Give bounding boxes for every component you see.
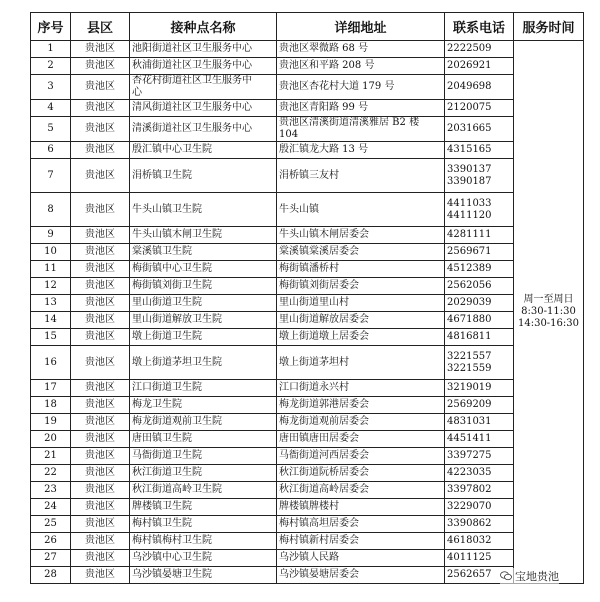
cell-site-name-line: 牌楼镇卫生院 bbox=[132, 501, 192, 512]
cell-phone-line: 3397802 bbox=[447, 484, 492, 495]
cell-site-name bbox=[130, 550, 277, 567]
table-row bbox=[31, 295, 584, 312]
cell-phone-line: 2222509 bbox=[447, 43, 492, 54]
cell-phone-line: 4411033 bbox=[447, 197, 492, 209]
cell-address-line: 秋江街道高岭居委会 bbox=[279, 484, 369, 495]
cell-site-name-line: 梅龙街道观前卫生院 bbox=[132, 416, 222, 427]
cell-phone-line: 3221557 bbox=[447, 350, 492, 362]
cell-site-name-line: 里山街道解放卫生院 bbox=[132, 314, 222, 325]
cell-no: 20 bbox=[31, 431, 71, 448]
cell-district: 贵池区 bbox=[71, 193, 130, 227]
cell-district: 贵池区 bbox=[71, 58, 130, 75]
cell-no: 5 bbox=[31, 117, 71, 142]
cell-district: 贵池区 bbox=[71, 312, 130, 329]
cell-address bbox=[277, 261, 445, 278]
cell-district: 贵池区 bbox=[71, 227, 130, 244]
cell-site-name bbox=[130, 159, 277, 193]
table-row bbox=[31, 448, 584, 465]
cell-site-name-line: 清风街道社区卫生服务中心 bbox=[132, 102, 252, 113]
cell-phone-line: 3390862 bbox=[447, 518, 492, 529]
cell-no: 7 bbox=[31, 159, 71, 193]
cell-site-name-line: 墩上街道卫生院 bbox=[132, 331, 202, 342]
cell-address bbox=[277, 533, 445, 550]
cell-site-name-line: 棠溪镇卫生院 bbox=[132, 246, 192, 257]
cell-address bbox=[277, 499, 445, 516]
cell-address bbox=[277, 329, 445, 346]
cell-site-name-line: 涓桥镇卫生院 bbox=[132, 169, 192, 181]
cell-phone bbox=[445, 244, 514, 261]
cell-site-name-line: 心 bbox=[132, 87, 142, 98]
cell-phone bbox=[445, 329, 514, 346]
cell-address-line: 江口街道永兴村 bbox=[279, 382, 349, 393]
cell-address bbox=[277, 550, 445, 567]
cell-address-line: 贵池区翠微路 68 号 bbox=[279, 43, 369, 54]
cell-site-name-line: 秋浦街道社区卫生服务中心 bbox=[132, 60, 252, 71]
cell-site-name bbox=[130, 312, 277, 329]
cell-phone-line: 4618032 bbox=[447, 535, 492, 546]
cell-address-line: 殷汇镇龙大路 13 号 bbox=[279, 144, 369, 155]
cell-no: 10 bbox=[31, 244, 71, 261]
cell-site-name bbox=[130, 58, 277, 75]
cell-phone-line: 3229070 bbox=[447, 501, 492, 512]
table-row bbox=[31, 346, 584, 380]
cell-district: 贵池区 bbox=[71, 329, 130, 346]
cell-address bbox=[277, 227, 445, 244]
cell-phone bbox=[445, 397, 514, 414]
cell-district: 贵池区 bbox=[71, 516, 130, 533]
cell-address-line: 涓桥镇三友村 bbox=[279, 169, 339, 181]
cell-phone-line: 4411120 bbox=[447, 209, 492, 221]
cell-no: 16 bbox=[31, 346, 71, 380]
cell-phone bbox=[445, 227, 514, 244]
table-row bbox=[31, 117, 584, 142]
cell-district: 贵池区 bbox=[71, 159, 130, 193]
service-time-line: 14:30-16:30 bbox=[517, 318, 579, 329]
cell-phone bbox=[445, 533, 514, 550]
cell-site-name bbox=[130, 227, 277, 244]
cell-site-name bbox=[130, 41, 277, 58]
cell-address-line: 梅村镇高坦居委会 bbox=[279, 518, 359, 529]
cell-address bbox=[277, 159, 445, 193]
cell-address-line: 贵池区和平路 208 号 bbox=[279, 60, 375, 71]
cell-site-name bbox=[130, 431, 277, 448]
cell-site-name-line: 墩上街道茅坦卫生院 bbox=[132, 356, 222, 368]
cell-address bbox=[277, 41, 445, 58]
cell-phone-line: 4223035 bbox=[447, 467, 492, 478]
cell-address bbox=[277, 482, 445, 499]
cell-phone-line: 4451411 bbox=[447, 433, 492, 444]
table-row bbox=[31, 142, 584, 159]
cell-site-name bbox=[130, 142, 277, 159]
cell-phone-line: 2120075 bbox=[447, 102, 492, 113]
cell-site-name-line: 梅街镇刘街卫生院 bbox=[132, 280, 212, 291]
wechat-icon bbox=[500, 571, 512, 581]
service-time-line: 8:30-11:30 bbox=[521, 306, 576, 317]
cell-district: 贵池区 bbox=[71, 414, 130, 431]
vaccination-sites-table bbox=[30, 12, 584, 584]
cell-site-name bbox=[130, 397, 277, 414]
header-address: 详细地址 bbox=[277, 13, 445, 41]
cell-address bbox=[277, 75, 445, 100]
cell-address bbox=[277, 312, 445, 329]
table-header-row bbox=[31, 13, 584, 41]
cell-district: 贵池区 bbox=[71, 380, 130, 397]
cell-phone bbox=[445, 41, 514, 58]
table-row bbox=[31, 329, 584, 346]
cell-no: 17 bbox=[31, 380, 71, 397]
cell-no: 3 bbox=[31, 75, 71, 100]
cell-phone-line: 3397275 bbox=[447, 450, 492, 461]
cell-address-line: 乌沙镇人民路 bbox=[279, 552, 339, 563]
cell-address-line: 墩上街道墩上居委会 bbox=[279, 331, 369, 342]
cell-address bbox=[277, 465, 445, 482]
cell-address-line: 乌沙镇晏塘居委会 bbox=[279, 569, 359, 580]
cell-phone-line: 4011125 bbox=[447, 552, 492, 563]
table-row bbox=[31, 227, 584, 244]
cell-service-time bbox=[514, 41, 584, 584]
cell-site-name bbox=[130, 533, 277, 550]
table-row bbox=[31, 41, 584, 58]
cell-site-name-line: 秋江街道卫生院 bbox=[132, 467, 202, 478]
cell-site-name bbox=[130, 465, 277, 482]
cell-site-name bbox=[130, 414, 277, 431]
cell-no: 1 bbox=[31, 41, 71, 58]
cell-no: 18 bbox=[31, 397, 71, 414]
cell-address-line: 贵池区杏花村大道 179 号 bbox=[279, 81, 395, 92]
cell-no: 9 bbox=[31, 227, 71, 244]
cell-phone-line: 4831031 bbox=[447, 416, 492, 427]
table-row bbox=[31, 482, 584, 499]
cell-no: 15 bbox=[31, 329, 71, 346]
table-row bbox=[31, 465, 584, 482]
header-site-name: 接种点名称 bbox=[130, 13, 277, 41]
cell-site-name-line: 里山街道卫生院 bbox=[132, 297, 202, 308]
cell-address-line: 104 bbox=[279, 129, 299, 140]
cell-site-name bbox=[130, 261, 277, 278]
cell-site-name bbox=[130, 117, 277, 142]
cell-address bbox=[277, 295, 445, 312]
cell-district: 贵池区 bbox=[71, 117, 130, 142]
cell-phone-line: 2029039 bbox=[447, 297, 492, 308]
cell-phone bbox=[445, 142, 514, 159]
cell-site-name bbox=[130, 499, 277, 516]
cell-district: 贵池区 bbox=[71, 41, 130, 58]
cell-site-name-line: 杏花村街道社区卫生服务中 bbox=[132, 75, 252, 86]
cell-district: 贵池区 bbox=[71, 346, 130, 380]
cell-address bbox=[277, 100, 445, 117]
header-no: 序号 bbox=[31, 13, 71, 41]
cell-phone bbox=[445, 58, 514, 75]
cell-district: 贵池区 bbox=[71, 100, 130, 117]
cell-phone-line: 4671880 bbox=[447, 314, 492, 325]
table-row bbox=[31, 278, 584, 295]
table-row bbox=[31, 244, 584, 261]
cell-address-line: 里山街道解放居委会 bbox=[279, 314, 369, 325]
cell-address bbox=[277, 567, 445, 584]
cell-phone bbox=[445, 380, 514, 397]
cell-phone bbox=[445, 193, 514, 227]
cell-site-name-line: 殷汇镇中心卫生院 bbox=[132, 144, 212, 155]
cell-address bbox=[277, 346, 445, 380]
cell-phone bbox=[445, 550, 514, 567]
cell-phone-line: 3390137 bbox=[447, 163, 492, 175]
cell-site-name bbox=[130, 295, 277, 312]
table-row bbox=[31, 533, 584, 550]
cell-address bbox=[277, 142, 445, 159]
cell-address-line: 梅龙街道观前居委会 bbox=[279, 416, 369, 427]
cell-no: 24 bbox=[31, 499, 71, 516]
cell-phone bbox=[445, 499, 514, 516]
cell-no: 28 bbox=[31, 567, 71, 584]
cell-phone bbox=[445, 159, 514, 193]
cell-phone bbox=[445, 295, 514, 312]
cell-site-name-line: 梅街镇中心卫生院 bbox=[132, 263, 212, 274]
cell-district: 贵池区 bbox=[71, 448, 130, 465]
cell-no: 11 bbox=[31, 261, 71, 278]
cell-phone-line: 2049698 bbox=[447, 81, 492, 92]
cell-address-line: 梅村镇新村居委会 bbox=[279, 535, 359, 546]
cell-site-name-line: 江口街道卫生院 bbox=[132, 382, 202, 393]
watermark-text: 宝地贵池 bbox=[515, 570, 559, 583]
cell-address-line: 牌楼镇牌楼村 bbox=[279, 501, 339, 512]
table-row bbox=[31, 75, 584, 100]
cell-address bbox=[277, 516, 445, 533]
cell-site-name bbox=[130, 482, 277, 499]
cell-site-name bbox=[130, 448, 277, 465]
cell-phone bbox=[445, 75, 514, 100]
cell-phone bbox=[445, 278, 514, 295]
cell-phone bbox=[445, 516, 514, 533]
cell-district: 贵池区 bbox=[71, 278, 130, 295]
cell-site-name-line: 梅村镇卫生院 bbox=[132, 518, 192, 529]
cell-district: 贵池区 bbox=[71, 465, 130, 482]
cell-no: 19 bbox=[31, 414, 71, 431]
header-service-time: 服务时间 bbox=[514, 13, 584, 41]
cell-phone-line: 4281111 bbox=[447, 229, 492, 240]
cell-address bbox=[277, 278, 445, 295]
cell-no: 27 bbox=[31, 550, 71, 567]
cell-no: 22 bbox=[31, 465, 71, 482]
cell-no: 2 bbox=[31, 58, 71, 75]
cell-address bbox=[277, 448, 445, 465]
cell-district: 贵池区 bbox=[71, 533, 130, 550]
cell-site-name-line: 马衙街道卫生院 bbox=[132, 450, 202, 461]
cell-address bbox=[277, 431, 445, 448]
cell-phone bbox=[445, 414, 514, 431]
watermark bbox=[500, 568, 559, 584]
cell-site-name bbox=[130, 346, 277, 380]
table-row bbox=[31, 550, 584, 567]
cell-address bbox=[277, 380, 445, 397]
cell-address-line: 马衙街道河西居委会 bbox=[279, 450, 369, 461]
cell-no: 14 bbox=[31, 312, 71, 329]
cell-district: 贵池区 bbox=[71, 499, 130, 516]
cell-site-name-line: 梅村镇梅村卫生院 bbox=[132, 535, 212, 546]
cell-district: 贵池区 bbox=[71, 261, 130, 278]
cell-site-name bbox=[130, 75, 277, 100]
cell-district: 贵池区 bbox=[71, 482, 130, 499]
cell-phone-line: 3221559 bbox=[447, 362, 492, 374]
cell-site-name-line: 唐田镇卫生院 bbox=[132, 433, 192, 444]
cell-district: 贵池区 bbox=[71, 567, 130, 584]
cell-address-line: 梅街镇刘街居委会 bbox=[279, 280, 359, 291]
cell-phone bbox=[445, 465, 514, 482]
cell-site-name-line: 乌沙镇中心卫生院 bbox=[132, 552, 212, 563]
cell-phone bbox=[445, 431, 514, 448]
cell-phone-line: 4512389 bbox=[447, 263, 492, 274]
cell-address-line: 墩上街道茅坦村 bbox=[279, 356, 349, 368]
table-row bbox=[31, 159, 584, 193]
cell-phone-line: 2569209 bbox=[447, 399, 492, 410]
cell-address-line: 梅街镇潘桥村 bbox=[279, 263, 339, 274]
cell-address bbox=[277, 244, 445, 261]
cell-site-name bbox=[130, 516, 277, 533]
cell-site-name-line: 梅龙卫生院 bbox=[132, 399, 182, 410]
cell-site-name bbox=[130, 193, 277, 227]
cell-address bbox=[277, 117, 445, 142]
table-row bbox=[31, 414, 584, 431]
cell-site-name-line: 乌沙镇晏塘卫生院 bbox=[132, 569, 212, 580]
cell-address-line: 秋江街道阮桥居委会 bbox=[279, 467, 369, 478]
table-row bbox=[31, 397, 584, 414]
cell-site-name bbox=[130, 278, 277, 295]
table-row bbox=[31, 380, 584, 397]
cell-site-name bbox=[130, 567, 277, 584]
cell-site-name-line: 牛头山镇卫生院 bbox=[132, 203, 202, 215]
cell-phone bbox=[445, 261, 514, 278]
table-row bbox=[31, 516, 584, 533]
table-row bbox=[31, 499, 584, 516]
cell-no: 25 bbox=[31, 516, 71, 533]
cell-phone-line: 3219019 bbox=[447, 382, 492, 393]
cell-site-name-line: 清溪街道社区卫生服务中心 bbox=[132, 123, 252, 134]
cell-phone-line: 4816811 bbox=[447, 331, 492, 342]
cell-site-name bbox=[130, 244, 277, 261]
cell-address-line: 梅龙街道郭港居委会 bbox=[279, 399, 369, 410]
cell-address bbox=[277, 397, 445, 414]
cell-no: 26 bbox=[31, 533, 71, 550]
service-time-line: 周一至周日 bbox=[523, 294, 574, 305]
cell-no: 13 bbox=[31, 295, 71, 312]
cell-no: 8 bbox=[31, 193, 71, 227]
cell-phone bbox=[445, 346, 514, 380]
cell-phone-line: 4315165 bbox=[447, 144, 492, 155]
cell-district: 贵池区 bbox=[71, 142, 130, 159]
cell-site-name bbox=[130, 329, 277, 346]
cell-no: 6 bbox=[31, 142, 71, 159]
cell-district: 贵池区 bbox=[71, 550, 130, 567]
cell-address-line: 贵池区清溪街道清溪雅居 B2 楼 bbox=[279, 117, 420, 128]
cell-site-name-line: 牛头山镇木闸卫生院 bbox=[132, 229, 222, 240]
cell-site-name bbox=[130, 100, 277, 117]
cell-address-line: 贵池区青阳路 99 号 bbox=[279, 102, 369, 113]
table-row bbox=[31, 312, 584, 329]
cell-district: 贵池区 bbox=[71, 397, 130, 414]
cell-site-name bbox=[130, 380, 277, 397]
table-row bbox=[31, 58, 584, 75]
header-phone: 联系电话 bbox=[445, 13, 514, 41]
cell-address-line: 里山街道里山村 bbox=[279, 297, 349, 308]
cell-district: 贵池区 bbox=[71, 295, 130, 312]
cell-phone-line: 2031665 bbox=[447, 123, 492, 134]
cell-address-line: 牛头山镇 bbox=[279, 203, 319, 215]
cell-site-name-line: 秋江街道高岭卫生院 bbox=[132, 484, 222, 495]
cell-no: 23 bbox=[31, 482, 71, 499]
cell-phone-line: 2562056 bbox=[447, 280, 492, 291]
cell-phone-line: 2026921 bbox=[447, 60, 492, 71]
cell-address bbox=[277, 193, 445, 227]
table-row bbox=[31, 431, 584, 448]
cell-address bbox=[277, 58, 445, 75]
cell-phone bbox=[445, 100, 514, 117]
cell-district: 贵池区 bbox=[71, 431, 130, 448]
table-row bbox=[31, 193, 584, 227]
cell-address bbox=[277, 414, 445, 431]
cell-phone-line: 2562657 bbox=[447, 569, 492, 580]
cell-address-line: 棠溪镇棠溪居委会 bbox=[279, 246, 359, 257]
cell-phone bbox=[445, 312, 514, 329]
cell-phone bbox=[445, 117, 514, 142]
cell-no: 4 bbox=[31, 100, 71, 117]
cell-phone bbox=[445, 482, 514, 499]
cell-address-line: 唐田镇唐田居委会 bbox=[279, 433, 359, 444]
cell-phone-line: 3390187 bbox=[447, 175, 492, 187]
cell-phone-line: 2569671 bbox=[447, 246, 492, 257]
cell-no: 12 bbox=[31, 278, 71, 295]
cell-address-line: 牛头山镇木闸居委会 bbox=[279, 229, 369, 240]
cell-phone bbox=[445, 448, 514, 465]
header-district: 县区 bbox=[71, 13, 130, 41]
table-row bbox=[31, 261, 584, 278]
cell-district: 贵池区 bbox=[71, 75, 130, 100]
cell-site-name-line: 池阳街道社区卫生服务中心 bbox=[132, 43, 252, 54]
cell-no: 21 bbox=[31, 448, 71, 465]
cell-district: 贵池区 bbox=[71, 244, 130, 261]
table-row bbox=[31, 100, 584, 117]
